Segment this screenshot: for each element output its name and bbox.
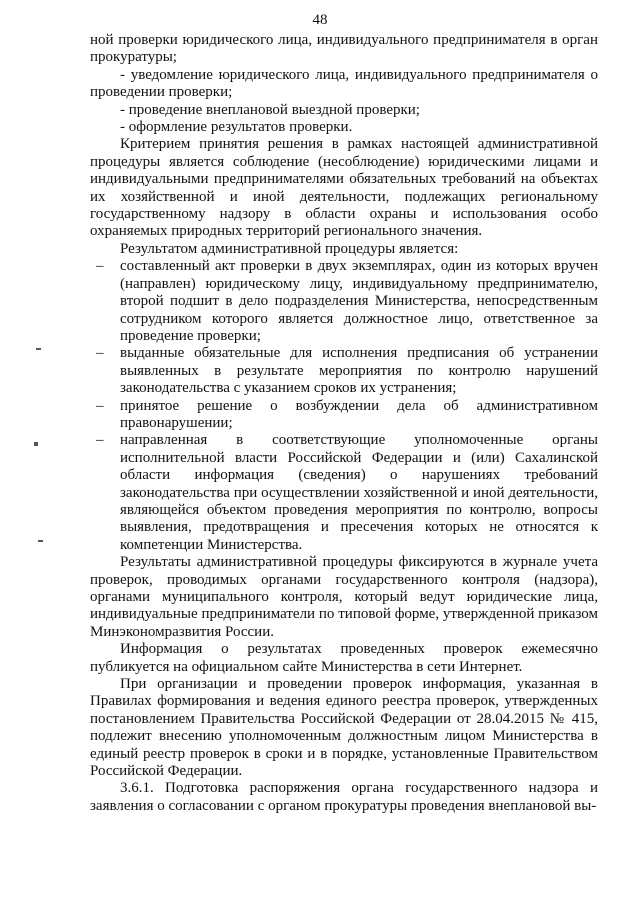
scan-mark: [38, 540, 43, 542]
paragraph-publish: Информация о результатах проведенных проверок ежемесячно публикуется на официальном сайте Министерства в сети Интернет.: [90, 641, 598, 675]
scan-mark: [34, 442, 38, 446]
result-item-text: направленная в соответствующие уполномоченные органы исполнительной власти Российской Федерации и (или) Сахалинской области информация (сведения) о нарушениях требований законодательства при осуществлении хозяйственной и иной деятельности, являющейся объектом проведения мероприятия по контролю, вопросы выявления, предотвращения и пресечения которых не относятся к компетенции Министерства.: [120, 432, 598, 553]
result-item-text: выданные обязательные для исполнения предписания об устранении выявленных в результате мероприятия по контролю нарушений законодательства с указанием сроков их устранения;: [120, 345, 598, 397]
paragraph-3-6-1: 3.6.1. Подготовка распоряжения органа государственного надзора и заявления о согласовании с органом прокуратуры проведения внеплановой вы-: [90, 780, 598, 814]
dash-bullet: –: [96, 397, 104, 414]
result-item-act: [90, 258, 598, 345]
sub-item-results: - оформление результатов проверки.: [120, 119, 353, 136]
result-item-information: [90, 432, 598, 554]
dash-bullet: –: [96, 258, 104, 275]
document-body: [90, 32, 598, 815]
paragraph-registry: При организации и проведении проверок информация, указанная в Правилах формирования и ведения единого реестра проверок, утвержденных постановлением Правительства Российской Федерации от 28.04.2015 № 415, подлежит внесению уполномоченным должностным лицом Министерства в единый реестр проверок в сроки и в порядке, установленные Правительством Российской Федерации.: [90, 676, 598, 780]
page-number: 48: [312, 12, 328, 28]
sub-item-notification: - уведомление юридического лица, индивидуального предпринимателя о проведении проверки;: [90, 66, 598, 101]
dash-bullet: –: [96, 345, 104, 362]
dash-bullet: –: [96, 432, 104, 449]
paragraph-journal: Результаты административной процедуры фиксируются в журнале учета проверок, проводимых органами государственного контроля (надзора), органами муниципального контроля, который ведут юридические лица, индивидуальные предприниматели по типовой форме, утвержденной приказом Минэкономразвития России.: [90, 554, 598, 640]
result-item-case: [90, 398, 598, 433]
result-item-text: составленный акт проверки в двух экземплярах, один из которых вручен (направлен) юридическому лицу, индивидуальному предпринимателю, второй подшит в дело подразделения Министерства, непосредственным сотрудником которого является должностное лицо, ответственное за проведение проверки;: [120, 258, 598, 344]
paragraph-result-intro: Результатом административной процедуры является:: [120, 240, 459, 257]
paragraph-continuation: ной проверки юридического лица, индивидуального предпринимателя в орган прокуратуры;: [90, 32, 598, 66]
paragraph-criterion: Критерием принятия решения в рамках настоящей административной процедуры является соблюдение (несоблюдение) юридическими лицами и индивидуальными предпринимателями обязательных требований на объектах их хозяйственной и иной деятельности, подлежащих региональному государственному надзору в области охраны и использования особо охраняемых природных территорий регионального значения.: [90, 136, 598, 240]
result-item-prescriptions: [90, 345, 598, 397]
result-item-text: принятое решение о возбуждении дела об административном правонарушении;: [120, 397, 598, 431]
scan-mark: [36, 348, 41, 350]
sub-item-inspection: - проведение внеплановой выездной проверки;: [120, 101, 420, 118]
